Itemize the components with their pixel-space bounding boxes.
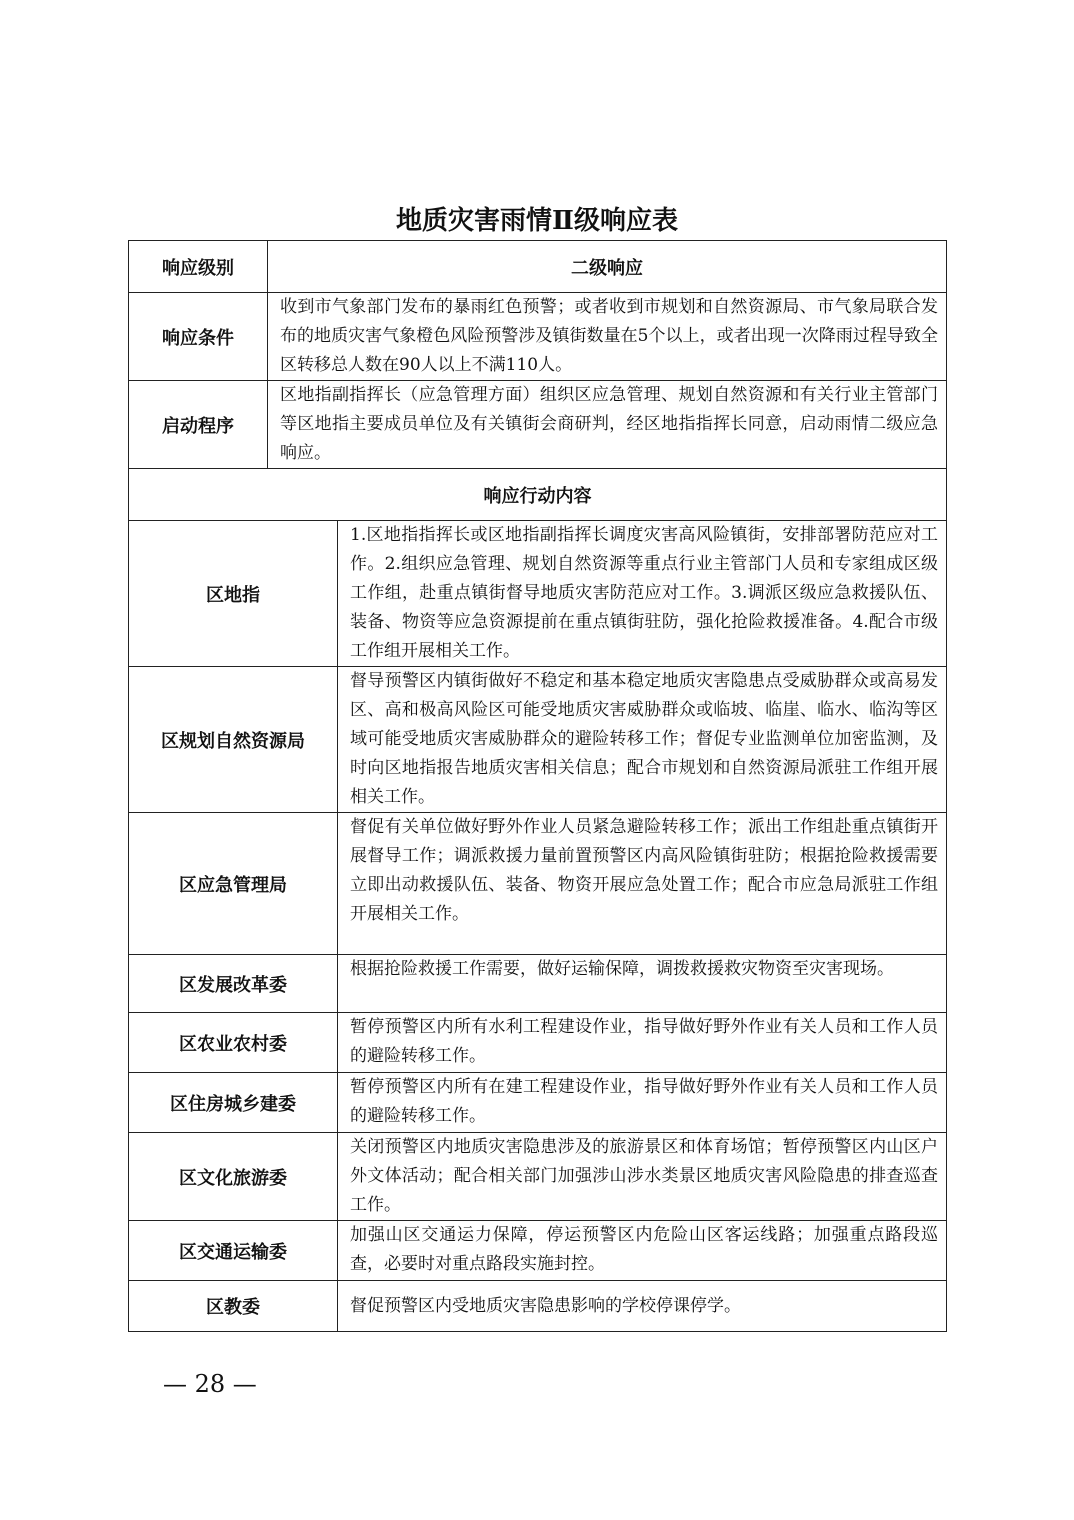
header-level-value: 二级响应	[268, 241, 947, 293]
table-row	[129, 813, 947, 955]
table-row	[129, 1281, 947, 1332]
table-row-conditions	[129, 293, 947, 381]
row-text: 暂停预警区内所有在建工程建设作业，指导做好野外作业有关人员和工作人员的避险转移工作。	[338, 1073, 947, 1133]
table-title: 地质灾害雨情Ⅱ级响应表	[396, 206, 678, 236]
row-label: 区规划自然资源局	[129, 667, 338, 813]
table-row	[129, 1133, 947, 1221]
page-number: — 28 —	[163, 1370, 257, 1398]
row-text: 关闭预警区内地质灾害隐患涉及的旅游景区和体育场馆；暂停预警区内山区户外文体活动；配合相关部门加强涉山涉水类景区地质灾害风险隐患的排查巡查工作。	[338, 1133, 947, 1221]
row-label: 区发展改革委	[129, 955, 338, 1013]
table-row	[129, 1013, 947, 1073]
row-label: 区交通运输委	[129, 1221, 338, 1281]
row-label: 区农业农村委	[129, 1013, 338, 1073]
row-label: 区住房城乡建委	[129, 1073, 338, 1133]
response-table	[128, 240, 947, 1332]
row-text: 督促预警区内受地质灾害隐患影响的学校停课停学。	[338, 1281, 947, 1332]
conditions-label: 响应条件	[129, 293, 268, 381]
row-label: 区地指	[129, 521, 338, 667]
table-row	[129, 1221, 947, 1281]
row-label: 区教委	[129, 1281, 338, 1332]
row-label: 区应急管理局	[129, 813, 338, 955]
table-row	[129, 955, 947, 1013]
table-row	[129, 1073, 947, 1133]
table-row-actions-heading	[129, 469, 947, 521]
procedure-text: 区地指副指挥长（应急管理方面）组织区应急管理、规划自然资源和有关行业主管部门等区地指主要成员单位及有关镇街会商研判，经区地指指挥长同意，启动雨情二级应急响应。	[268, 381, 947, 469]
row-text: 1.区地指指挥长或区地指副指挥长调度灾害高风险镇街，安排部署防范应对工作。2.组织应急管理、规划自然资源等重点行业主管部门人员和专家组成区级工作组，赴重点镇街督导地质灾害防范应对工作。3.调派区级应急救援队伍、装备、物资等应急资源提前在重点镇街驻防，强化抢险救援准备。4.配合市级工作组开展相关工作。	[338, 521, 947, 667]
procedure-label: 启动程序	[129, 381, 268, 469]
header-level-label: 响应级别	[129, 241, 268, 293]
row-text: 督导预警区内镇街做好不稳定和基本稳定地质灾害隐患点受威胁群众或高易发区、高和极高风险区可能受地质灾害威胁群众或临坡、临崖、临水、临沟等区域可能受地质灾害威胁群众的避险转移工作；督促专业监测单位加密监测，及时向区地指报告地质灾害相关信息；配合市规划和自然资源局派驻工作组开展相关工作。	[338, 667, 947, 813]
table-row-procedure	[129, 381, 947, 469]
row-text: 暂停预警区内所有水利工程建设作业，指导做好野外作业有关人员和工作人员的避险转移工作。	[338, 1013, 947, 1073]
actions-heading: 响应行动内容	[129, 469, 947, 521]
row-label: 区文化旅游委	[129, 1133, 338, 1221]
conditions-text: 收到市气象部门发布的暴雨红色预警；或者收到市规划和自然资源局、市气象局联合发布的地质灾害气象橙色风险预警涉及镇街数量在5个以上，或者出现一次降雨过程导致全区转移总人数在90人以上不满110人。	[268, 293, 947, 381]
row-text: 根据抢险救援工作需要，做好运输保障，调拨救援救灾物资至灾害现场。	[338, 955, 947, 1013]
table-row-header	[129, 241, 947, 293]
row-text: 加强山区交通运力保障，停运预警区内危险山区客运线路；加强重点路段巡查，必要时对重点路段实施封控。	[338, 1221, 947, 1281]
row-text: 督促有关单位做好野外作业人员紧急避险转移工作；派出工作组赴重点镇街开展督导工作；调派救援力量前置预警区内高风险镇街驻防；根据抢险救援需要立即出动救援队伍、装备、物资开展应急处置工作；配合市应急局派驻工作组开展相关工作。	[338, 813, 947, 955]
table-row	[129, 667, 947, 813]
table-row	[129, 521, 947, 667]
